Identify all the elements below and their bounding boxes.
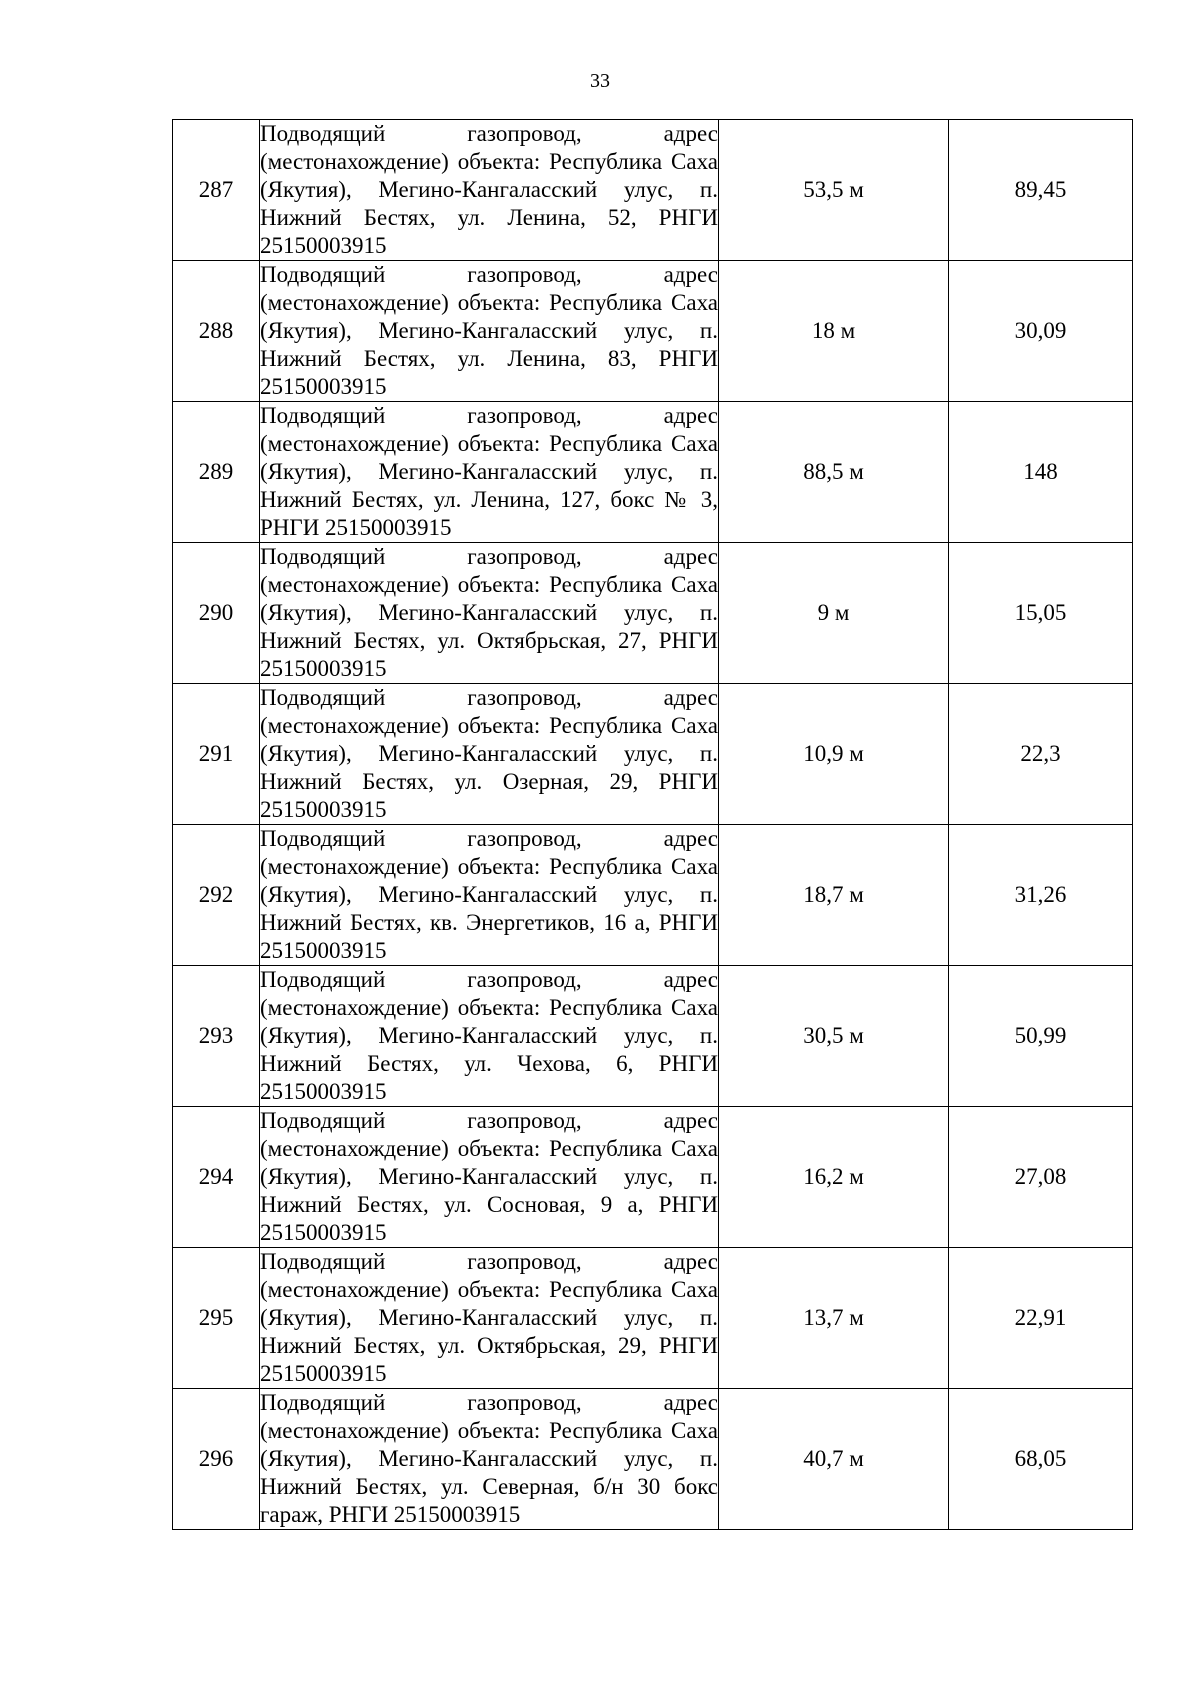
- object-description: Подводящий газопровод, адрес (местонахождение) объекта: Республика Саха (Якутия), Мегино-Кангаласский улус, п. Нижний Бестях, ул. Ленина, 127, бокс № 3, РНГИ 25150003915: [260, 402, 719, 543]
- object-length: 30,5 м: [719, 966, 949, 1107]
- row-number: 288: [173, 261, 260, 402]
- object-length: 9 м: [719, 543, 949, 684]
- object-value: 27,08: [949, 1107, 1133, 1248]
- table-row: [173, 543, 1133, 684]
- object-value: 22,91: [949, 1248, 1133, 1389]
- object-description: Подводящий газопровод, адрес (местонахождение) объекта: Республика Саха (Якутия), Мегино-Кангаласский улус, п. Нижний Бестях, ул. Северная, б/н 30 бокс гараж, РНГИ 25150003915: [260, 1389, 719, 1530]
- object-description: Подводящий газопровод, адрес (местонахождение) объекта: Республика Саха (Якутия), Мегино-Кангаласский улус, п. Нижний Бестях, ул. Октябрьская, 29, РНГИ 25150003915: [260, 1248, 719, 1389]
- object-length: 18 м: [719, 261, 949, 402]
- row-number: 293: [173, 966, 260, 1107]
- table-row: [173, 966, 1133, 1107]
- object-length: 40,7 м: [719, 1389, 949, 1530]
- row-number: 292: [173, 825, 260, 966]
- object-length: 18,7 м: [719, 825, 949, 966]
- table-row: [173, 1389, 1133, 1530]
- row-number: 295: [173, 1248, 260, 1389]
- object-description: Подводящий газопровод, адрес (местонахождение) объекта: Республика Саха (Якутия), Мегино-Кангаласский улус, п. Нижний Бестях, кв. Энергетиков, 16 а, РНГИ 25150003915: [260, 825, 719, 966]
- table-row: [173, 1248, 1133, 1389]
- table-row: [173, 120, 1133, 261]
- page-number: 33: [590, 70, 610, 92]
- object-value: 30,09: [949, 261, 1133, 402]
- object-value: 148: [949, 402, 1133, 543]
- row-number: 287: [173, 120, 260, 261]
- object-length: 10,9 м: [719, 684, 949, 825]
- object-value: 50,99: [949, 966, 1133, 1107]
- object-value: 31,26: [949, 825, 1133, 966]
- registry-table: [172, 119, 1133, 1530]
- row-number: 294: [173, 1107, 260, 1248]
- row-number: 289: [173, 402, 260, 543]
- row-number: 290: [173, 543, 260, 684]
- object-value: 68,05: [949, 1389, 1133, 1530]
- object-value: 89,45: [949, 120, 1133, 261]
- table-row: [173, 1107, 1133, 1248]
- object-length: 16,2 м: [719, 1107, 949, 1248]
- object-description: Подводящий газопровод, адрес (местонахождение) объекта: Республика Саха (Якутия), Мегино-Кангаласский улус, п. Нижний Бестях, ул. Озерная, 29, РНГИ 25150003915: [260, 684, 719, 825]
- object-description: Подводящий газопровод, адрес (местонахождение) объекта: Республика Саха (Якутия), Мегино-Кангаласский улус, п. Нижний Бестях, ул. Сосновая, 9 а, РНГИ 25150003915: [260, 1107, 719, 1248]
- object-description: Подводящий газопровод, адрес (местонахождение) объекта: Республика Саха (Якутия), Мегино-Кангаласский улус, п. Нижний Бестях, ул. Октябрьская, 27, РНГИ 25150003915: [260, 543, 719, 684]
- object-description: Подводящий газопровод, адрес (местонахождение) объекта: Республика Саха (Якутия), Мегино-Кангаласский улус, п. Нижний Бестях, ул. Ленина, 83, РНГИ 25150003915: [260, 261, 719, 402]
- object-length: 88,5 м: [719, 402, 949, 543]
- table-row: [173, 825, 1133, 966]
- object-description: Подводящий газопровод, адрес (местонахождение) объекта: Республика Саха (Якутия), Мегино-Кангаласский улус, п. Нижний Бестях, ул. Ленина, 52, РНГИ 25150003915: [260, 120, 719, 261]
- object-length: 13,7 м: [719, 1248, 949, 1389]
- object-value: 15,05: [949, 543, 1133, 684]
- object-length: 53,5 м: [719, 120, 949, 261]
- table-row: [173, 261, 1133, 402]
- row-number: 291: [173, 684, 260, 825]
- object-description: Подводящий газопровод, адрес (местонахождение) объекта: Республика Саха (Якутия), Мегино-Кангаласский улус, п. Нижний Бестях, ул. Чехова, 6, РНГИ 25150003915: [260, 966, 719, 1107]
- row-number: 296: [173, 1389, 260, 1530]
- registry-table-body: [173, 120, 1133, 1530]
- object-value: 22,3: [949, 684, 1133, 825]
- table-row: [173, 402, 1133, 543]
- table-row: [173, 684, 1133, 825]
